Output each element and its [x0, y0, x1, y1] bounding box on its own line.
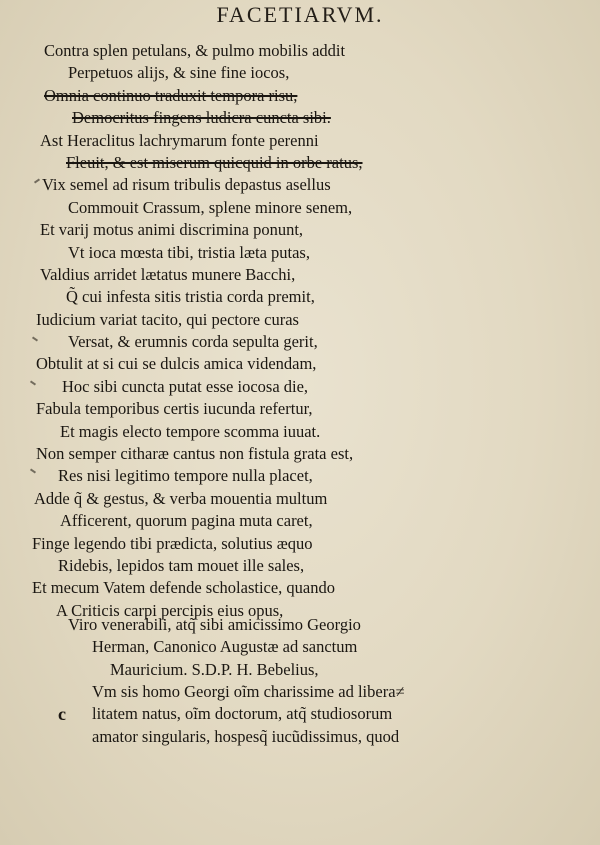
dedication-text: Herman, Canonico Augustæ ad sanctum [92, 637, 358, 657]
letter-text: Vm sis homo Georgi oĩm charissime ad libera≠ [92, 682, 405, 701]
verse-text: Et mecum Vatem defende scholastice, quando [32, 578, 336, 598]
verse-text: Perpetuos alijs, & sine fine iocos, [68, 63, 290, 83]
verse-text: Contra splen petulans, & pulmo mobilis addit [44, 41, 346, 60]
letter-text: amator singularis, hospesq̃ iucũdissimus, quod [92, 726, 400, 746]
verse-text: Vt ioca mœsta tibi, tristia læta putas, [68, 242, 310, 262]
verse-line [0, 62, 600, 84]
verse-line [0, 555, 600, 577]
verse-block [0, 40, 600, 622]
verse-line [0, 353, 600, 375]
verse-line [0, 286, 600, 308]
verse-text: Commouit Crassum, splene minore senem, [68, 197, 353, 217]
verse-text: Non semper citharæ cantus non fistula grata est, [36, 444, 354, 464]
verse-line [0, 488, 600, 510]
verse-line [0, 533, 600, 555]
dedication-line [0, 614, 600, 636]
verse-text: A Criticis carpi percipis eius opus, [56, 600, 284, 620]
verse-line [0, 152, 600, 174]
running-head: FACETIARVM. [216, 2, 384, 27]
verse-line [0, 376, 600, 398]
verse-text: Res nisi legitimo tempore nulla placet, [58, 466, 313, 486]
verse-line [0, 219, 600, 241]
verse-line [0, 577, 600, 599]
verse-line [0, 465, 600, 487]
verse-line [0, 130, 600, 152]
letter-block [0, 681, 600, 748]
verse-text: Et magis electo tempore scomma iuuat. [60, 421, 321, 441]
verse-line [0, 242, 600, 264]
verse-text: Vix semel ad risum tribulis depastus asellus [42, 175, 331, 195]
dedication-block [0, 614, 600, 681]
verse-line [0, 510, 600, 532]
letter-line [0, 681, 600, 703]
verse-text: Ridebis, lepidos tam mouet ille sales, [58, 555, 305, 575]
verse-text: Q̃ cui infesta sitis tristia corda premit, [66, 287, 315, 307]
verse-line [0, 85, 600, 107]
verse-text: Omnia continuo traduxit tempora risu, [44, 85, 298, 105]
letter-text: litatem natus, oĩm doctorum, atq̃ studiosorum [92, 704, 393, 724]
verse-text: Ast Heraclitus lachrymarum fonte perenni [40, 130, 319, 150]
dedication-text: Viro venerabili, atq̃ sibi amicissimo Georgio [68, 615, 361, 634]
verse-line [0, 107, 600, 129]
verse-text: Adde q̃ & gestus, & verba mouentia multum [34, 488, 328, 508]
verse-text: Afficerent, quorum pagina muta caret, [60, 511, 313, 531]
verse-text: Obtulit at si cui se dulcis amica videndam, [36, 354, 317, 374]
verse-line [0, 421, 600, 443]
verse-text: Et varij motus animi discrimina ponunt, [40, 220, 304, 240]
verse-line [0, 174, 600, 196]
verse-line [0, 197, 600, 219]
verse-line [0, 40, 600, 62]
dedication-text: Mauricium. S.D.P. H. Bebelius, [110, 659, 319, 679]
verse-line [0, 443, 600, 465]
verse-text: Iudicium variat tacito, qui pectore curas [36, 309, 299, 329]
verse-text: Fleuit, & est miserum quicquid in orbe ratus, [66, 152, 363, 172]
dedication-line [0, 636, 600, 658]
verse-text: Valdius arridet lætatus munere Bacchi, [40, 264, 296, 284]
verse-text: Democritus fingens ludicra cuncta sibi. [72, 108, 331, 128]
verse-line [0, 264, 600, 286]
verse-text: Versat, & erumnis corda sepulta gerit, [68, 332, 318, 352]
verse-line [0, 309, 600, 331]
verse-line [0, 398, 600, 420]
verse-text: Finge legendo tibi prædicta, solutius æquo [32, 533, 313, 553]
letter-line [0, 726, 600, 748]
letter-line [0, 703, 600, 725]
dedication-line [0, 659, 600, 681]
guide-letter: c [58, 704, 66, 725]
verse-line [0, 331, 600, 353]
verse-text: Fabula temporibus certis iucunda refertur, [36, 399, 313, 419]
verse-text: Hoc sibi cuncta putat esse iocosa die, [62, 376, 309, 396]
